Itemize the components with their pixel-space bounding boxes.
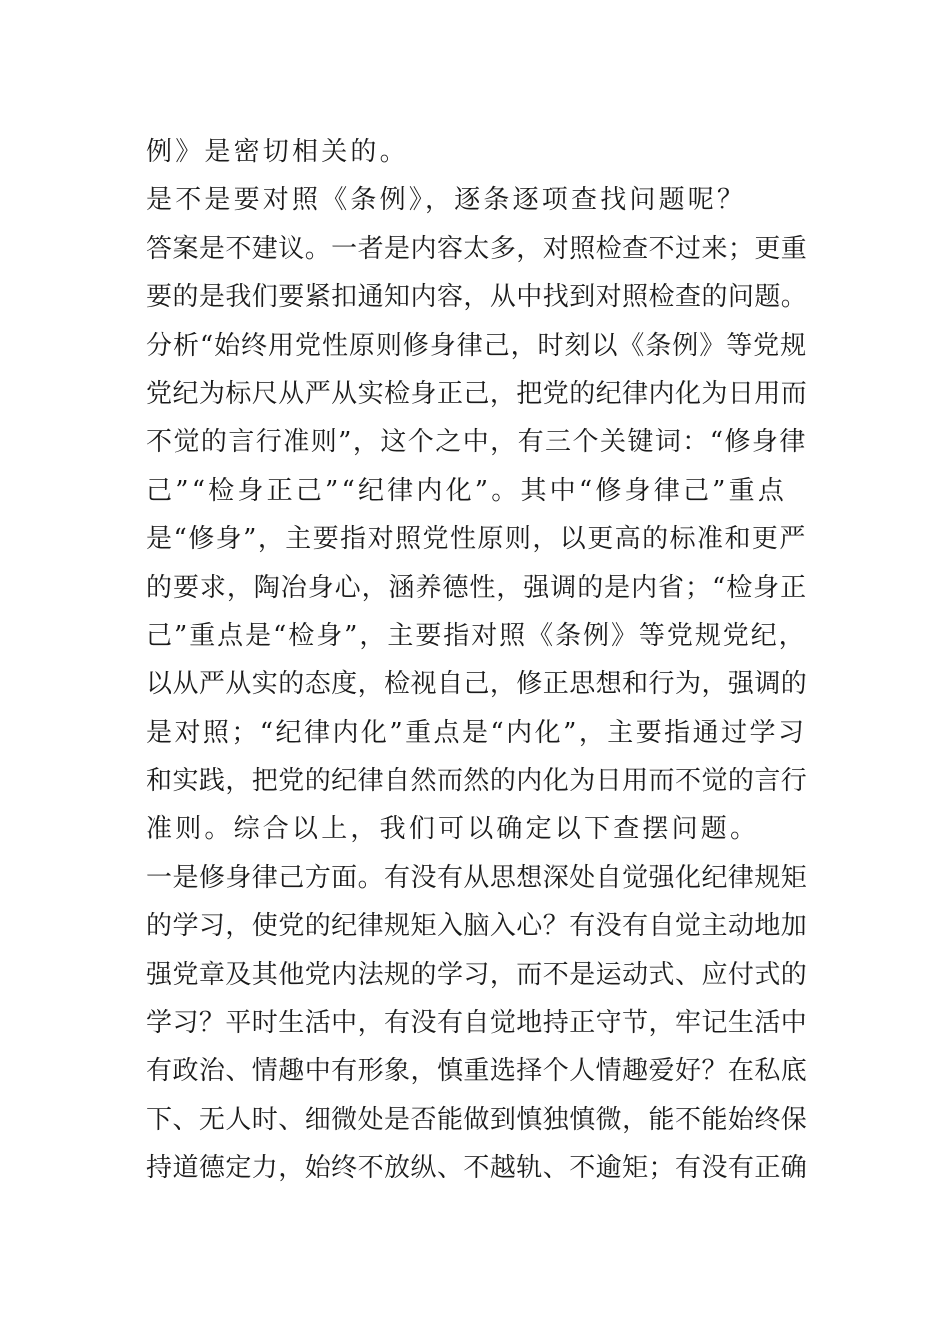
text-line: 准则。综合以上，我们可以确定以下查摆问题。 <box>146 814 760 845</box>
text-line: 有政治、情趣中有形象，慎重选择个人情趣爱好？在私底 <box>146 1056 808 1087</box>
text-line: 是不是要对照《条例》，逐条逐项查找问题呢？ <box>146 185 747 216</box>
text-line: 党纪为标尺从严从实检身正己，把党的纪律内化为日用而 <box>146 378 808 409</box>
text-line: 例》是密切相关的。 <box>146 137 409 167</box>
text-line: 强党章及其他党内法规的学习，而不是运动式、应付式的 <box>146 959 808 990</box>
text-line: 己”“检身正己”“纪律内化”。其中“修身律己”重点 <box>146 475 788 506</box>
text-line: 是对照；“纪律内化”重点是“内化”，主要指通过学习 <box>146 717 807 748</box>
text-line: 要的是我们要紧扣通知内容，从中找到对照检查的问题。 <box>146 282 808 313</box>
text-line: 不觉的言行准则”，这个之中，有三个关键词：“修身律 <box>146 427 807 458</box>
text-line: 学习？平时生活中，有没有自觉地持正守节，牢记生活中 <box>146 1008 808 1039</box>
text-line: 己”重点是“检身”，主要指对照《条例》等党规党纪， <box>146 620 807 651</box>
text-line: 分析“始终用党性原则修身律己，时刻以《条例》等党规 <box>146 330 808 361</box>
text-line: 答案是不建议。一者是内容太多，对照检查不过来；更重 <box>146 233 808 264</box>
text-line: 是“修身”，主要指对照党性原则，以更高的标准和更严 <box>146 524 807 555</box>
body-text <box>146 128 810 1193</box>
text-line: 下、无人时、细微处是否能做到慎独慎微，能不能始终保 <box>146 1104 808 1135</box>
text-line: 以从严从实的态度，检视自己，修正思想和行为，强调的 <box>146 669 808 700</box>
text-line: 持道德定力，始终不放纵、不越轨、不逾矩；有没有正确 <box>146 1153 808 1184</box>
text-line: 一是修身律己方面。有没有从思想深处自觉强化纪律规矩 <box>146 862 808 893</box>
text-line: 和实践，把党的纪律自然而然的内化为日用而不觉的言行 <box>146 766 808 797</box>
text-line: 的要求，陶冶身心，涵养德性，强调的是内省；“检身正 <box>146 572 808 603</box>
text-line: 的学习，使党的纪律规矩入脑入心？有没有自觉主动地加 <box>146 911 808 942</box>
